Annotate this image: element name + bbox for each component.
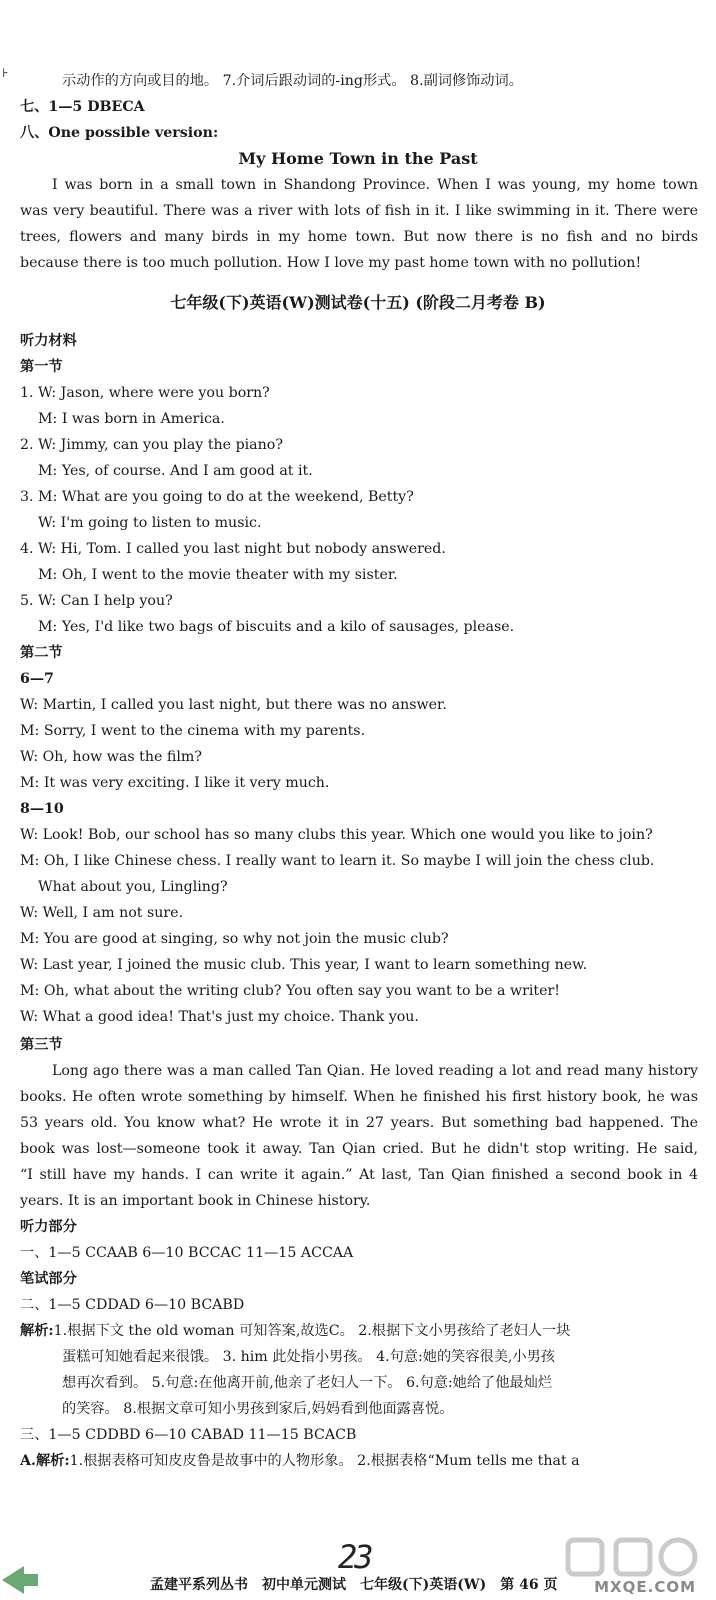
answer-seven: 七、1—5 DBECA (20, 99, 145, 115)
dialogue-line: W: Well, I am not sure. (20, 905, 184, 921)
dialogue-line: W: Last year, I joined the music club. This year, I want to learn something new. (20, 957, 588, 973)
passage-line: years. It is an important book in Chinese history. (20, 1193, 371, 1209)
margin-mark: ⊦ (2, 66, 9, 80)
essay-line: I was born in a small town in Shandong Province. When I was young, my home town (52, 177, 698, 193)
dialogue-line: M: You are good at singing, so why not join the music club? (20, 931, 449, 947)
explanation-label: A.解析: (20, 1453, 70, 1469)
dialogue-line: M: Oh, what about the writing club? You often say you want to be a writer! (20, 983, 561, 999)
passage-line: book was lost—someone took it away. Tan Qian cried. But he didn't stop writing. He said, (20, 1141, 698, 1157)
passage-line: 53 years old. You know what? He wrote it in 27 years. But something bad happened. The (20, 1115, 698, 1131)
essay-line: trees, flowers and many birds in my home town. But now there is no fish and no birds (20, 229, 698, 245)
answer-key-three: 三、1—5 CDDBD 6—10 CABAD 11—15 BCACB (20, 1427, 357, 1443)
dialogue-line: 2. W: Jimmy, can you play the piano? (20, 437, 283, 453)
dialogue-line: M: Yes, I'd like two bags of biscuits and a kilo of sausages, please. (38, 619, 515, 635)
question-range: 8—10 (20, 801, 64, 817)
dialogue-line: M: Yes, of course. And I am good at it. (38, 463, 313, 479)
section-heading-listening: 听力部分 (20, 1219, 77, 1235)
essay-line: was very beautiful. There was a river with lots of fish in it. I like swimming in it. There were (20, 203, 698, 219)
dialogue-line: M: Sorry, I went to the cinema with my parents. (20, 723, 366, 739)
dialogue-line: M: Oh, I like Chinese chess. I really want to learn it. So maybe I will join the chess club. (20, 853, 655, 869)
dialogue-line: 4. W: Hi, Tom. I called you last night but nobody answered. (20, 541, 446, 557)
passage-line: Long ago there was a man called Tan Qian. He loved reading a lot and read many history (52, 1063, 698, 1079)
explanation-line (20, 1450, 702, 1472)
explanation-label: 解析: (20, 1323, 54, 1339)
footer-page: 第 46 页 (500, 1577, 558, 1593)
passage-line: books. He often wrote something by himself. When he finished his first history book, he was (20, 1089, 698, 1105)
subsection-heading: 第二节 (20, 645, 63, 661)
dialogue-line: W: Martin, I called you last night, but there was no answer. (20, 697, 447, 713)
dialogue-line: M: It was very exciting. I like it very much. (20, 775, 330, 791)
explanation-line (20, 1320, 702, 1342)
section-heading-written: 笔试部分 (20, 1271, 77, 1287)
dialogue-line: 3. M: What are you going to do at the weekend, Betty? (20, 489, 414, 505)
dialogue-line: M: Oh, I went to the movie theater with my sister. (38, 567, 398, 583)
dialogue-line: What about you, Lingling? (38, 879, 228, 895)
explanation-line: 的笑容。 8.根据文章可知小男孩到家后,妈妈看到他面露喜悦。 (62, 1401, 454, 1417)
essay-line: because there is too much pollution. How I love my past home town with no pollution! (20, 255, 642, 271)
section-heading-listening-material: 听力材料 (20, 333, 77, 349)
section-eight-heading: 八、One possible version: (20, 125, 219, 141)
dialogue-line: W: Look! Bob, our school has so many clubs this year. Which one would you like to join? (20, 827, 653, 843)
subsection-heading: 第三节 (20, 1037, 63, 1053)
explanation-line: 示动作的方向或目的地。 7.介词后跟动词的-ing形式。 8.副词修饰动词。 (62, 73, 523, 89)
footer-subject: 七年级(下)英语(W) (360, 1577, 487, 1593)
explanation-line: 蛋糕可知她看起来很饿。 3. him 此处指小男孩。 4.句意:她的笑容很美,小男孩 (62, 1349, 555, 1365)
footer-book: 初中单元测试 (262, 1577, 346, 1593)
dialogue-line: M: I was born in America. (38, 411, 225, 427)
dialogue-line: 5. W: Can I help you? (20, 593, 173, 609)
dialogue-line: W: I'm going to listen to music. (38, 515, 262, 531)
answer-key-two: 二、1—5 CDDAD 6—10 BCABD (20, 1297, 245, 1313)
question-range: 6—7 (20, 671, 54, 687)
subsection-heading: 第一节 (20, 359, 63, 375)
passage-line: “I still have my hands. I can write it again.” At last, Tan Qian finished a second book in 4 (20, 1167, 698, 1183)
test-title: 七年级(下)英语(W)测试卷(十五) (阶段二月考卷 B) (170, 293, 546, 312)
dialogue-line: W: Oh, how was the film? (20, 749, 202, 765)
handwritten-number: 23 (338, 1538, 371, 1576)
footer-text (150, 1574, 571, 1594)
answer-key-listening: 一、1—5 CCAAB 6—10 BCCAC 11—15 ACCAA (20, 1245, 354, 1261)
essay-title: My Home Town in the Past (238, 149, 478, 168)
dialogue-line: 1. W: Jason, where were you born? (20, 385, 270, 401)
explanation-line: 想再次看到。 5.句意:在他离开前,他亲了老妇人一下。 6.句意:她给了他最灿烂 (62, 1375, 552, 1391)
dialogue-line: W: What a good idea! That's just my choice. Thank you. (20, 1009, 419, 1025)
explanation-text: 1.根据表格可知皮皮鲁是故事中的人物形象。 2.根据表格“Mum tells me that a (69, 1453, 580, 1469)
watermark-text: MXQE.COM (594, 1578, 696, 1596)
footer-series: 孟建平系列丛书 (150, 1577, 248, 1593)
explanation-text: 1.根据下文 the old woman 可知答案,故选C。 2.根据下文小男孩给了老妇人一块 (53, 1323, 571, 1339)
